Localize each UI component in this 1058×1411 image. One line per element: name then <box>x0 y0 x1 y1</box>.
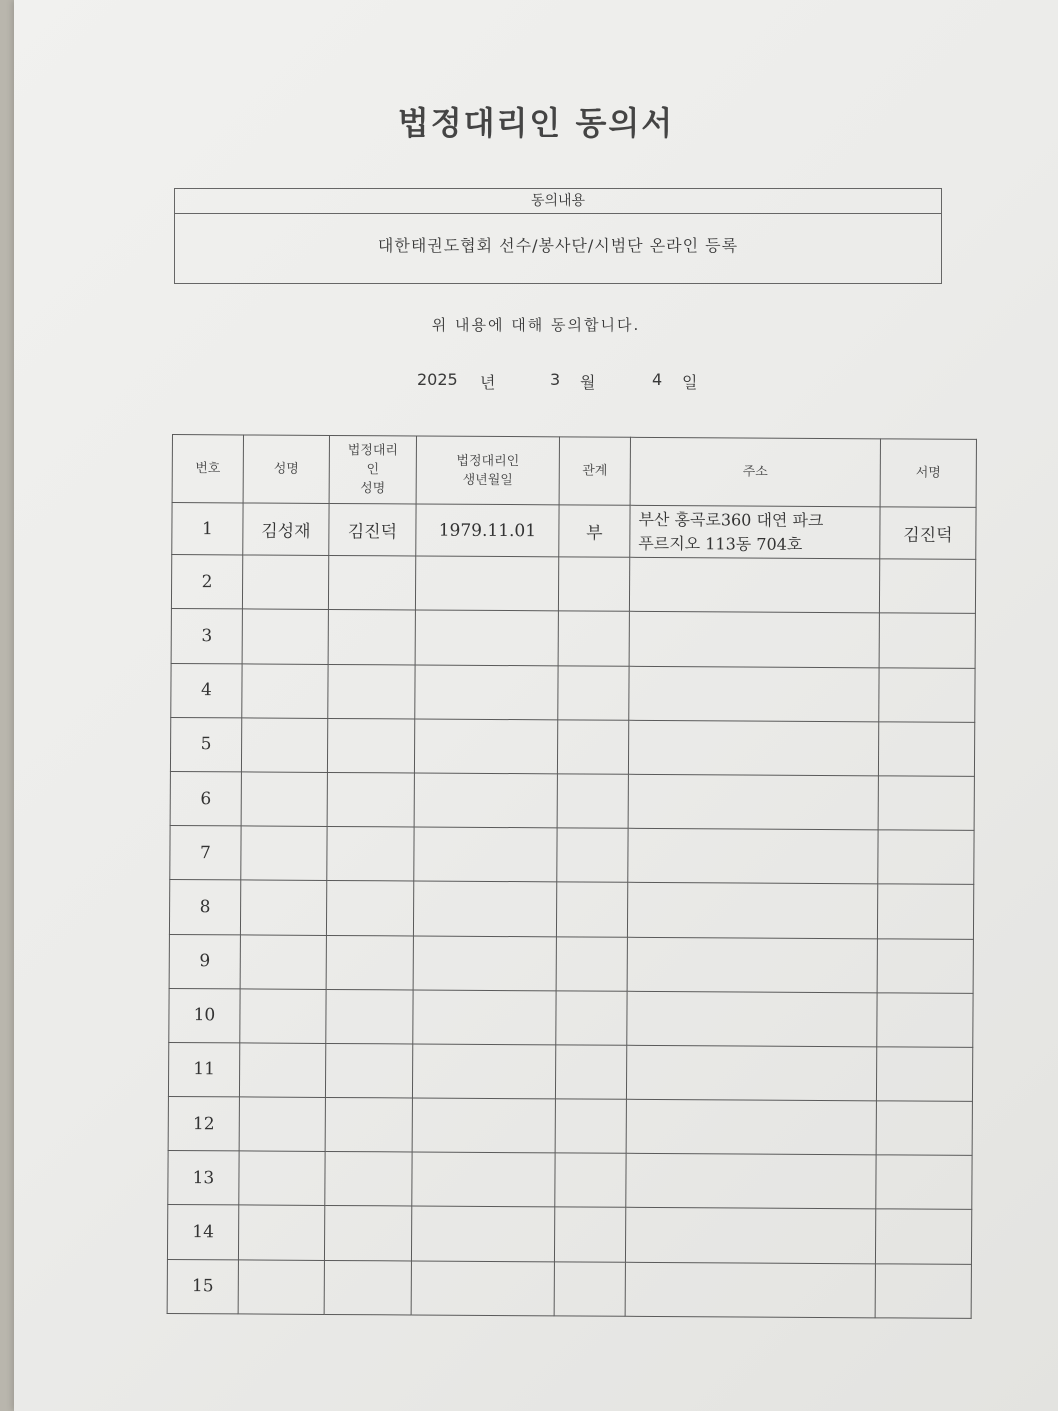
relation-cell <box>555 1153 626 1208</box>
address-cell <box>628 720 878 776</box>
guardian-name-cell <box>325 1098 412 1153</box>
member-name-cell <box>242 555 328 610</box>
document-page <box>14 0 1058 1411</box>
row-number-cell: 2 <box>171 555 242 610</box>
signature-cell <box>875 1209 971 1264</box>
address-line: 부산 홍곡로360 대연 파크 <box>638 509 824 530</box>
member-name-cell <box>239 1151 325 1206</box>
table-row <box>169 934 973 993</box>
address-line <box>635 1072 876 1073</box>
address-line <box>634 1181 875 1182</box>
address-cell <box>628 774 878 830</box>
address-line <box>638 585 879 586</box>
address-line <box>638 585 879 586</box>
member-name-cell <box>241 772 327 827</box>
row-number-cell: 15 <box>167 1259 238 1314</box>
member-name-cell <box>240 989 326 1044</box>
consent-content: 대한태권도협회 선수/봉사단/시범단 온라인 등록 <box>377 236 739 255</box>
guardian-birthdate-cell <box>415 665 558 720</box>
address-line <box>636 910 877 911</box>
guardian-name-cell <box>328 556 415 611</box>
row-number-cell: 13 <box>168 1151 239 1206</box>
address-cell <box>627 991 877 1047</box>
row-number-cell: 6 <box>170 771 241 826</box>
header-address: 주소 <box>630 437 880 507</box>
address-line <box>635 1018 876 1019</box>
address-line <box>637 693 878 694</box>
guardian-name-cell <box>326 881 413 936</box>
table-row <box>170 771 974 830</box>
guardian-name-cell <box>328 664 415 719</box>
row-number-cell: 11 <box>168 1042 239 1097</box>
address-line <box>636 856 877 857</box>
address-cell <box>625 1262 875 1318</box>
header-number: 번호 <box>172 435 243 503</box>
table-row <box>172 503 976 560</box>
guardian-name-cell <box>325 1043 412 1098</box>
guardian-birthdate-cell <box>412 1152 555 1207</box>
signature-cell <box>877 884 973 939</box>
row-number-cell: 3 <box>171 609 242 664</box>
guardian-birthdate-cell <box>411 1261 554 1316</box>
member-name-cell <box>241 718 327 773</box>
table-row <box>168 1097 972 1156</box>
signature-cell <box>875 1263 971 1318</box>
signature-cell <box>876 1155 972 1210</box>
relation-cell <box>558 557 629 612</box>
relation-cell <box>556 882 627 937</box>
guardian-name-cell <box>327 827 414 882</box>
address-line: 푸르지오 113동 704호 <box>638 533 803 554</box>
guardian-name-cell <box>327 772 414 827</box>
table-row <box>171 663 975 722</box>
address-line <box>637 747 878 748</box>
table-row <box>169 988 973 1047</box>
address-line <box>634 1289 875 1290</box>
guardian-birthdate-cell <box>414 773 557 828</box>
relation-cell <box>555 1045 626 1100</box>
address-line <box>635 1126 876 1127</box>
address-line <box>636 964 877 965</box>
address-line <box>636 856 877 857</box>
address-line <box>636 964 877 965</box>
table-row <box>168 1042 972 1101</box>
row-number-cell: 12 <box>168 1097 239 1152</box>
member-name-cell <box>238 1205 324 1260</box>
guardian-birthdate-cell <box>411 1206 554 1261</box>
row-number-cell: 8 <box>169 880 240 935</box>
address-cell <box>627 937 877 993</box>
row-number-cell: 14 <box>167 1205 238 1260</box>
address-line <box>637 747 878 748</box>
member-name-cell <box>238 1260 324 1315</box>
date-day-unit: 일 <box>682 373 698 392</box>
signature-cell <box>876 1101 972 1156</box>
table-row <box>167 1259 971 1318</box>
row-number-cell: 1 <box>172 503 243 556</box>
header-guardian-name: 법정대리 인 성명 <box>329 435 416 504</box>
address-line <box>638 639 879 640</box>
relation-cell <box>557 720 628 775</box>
member-name-cell <box>242 609 328 664</box>
signature-cell <box>878 830 974 885</box>
address-line <box>637 801 878 802</box>
signature-cell: 김진덕 <box>880 507 976 560</box>
guardian-name-cell <box>324 1206 411 1261</box>
header-relation: 관계 <box>559 437 630 505</box>
guardian-table <box>167 434 977 1319</box>
member-name-cell <box>239 1043 325 1098</box>
guardian-name-cell <box>326 989 413 1044</box>
row-number-cell: 5 <box>170 717 241 772</box>
date-day: 4 <box>652 370 663 389</box>
guardian-birthdate-cell <box>415 610 558 665</box>
header-signature: 서명 <box>880 439 976 508</box>
relation-cell <box>555 1099 626 1154</box>
date-year: 2025 <box>417 370 458 389</box>
member-name-cell <box>242 663 328 718</box>
guardian-birthdate-cell: 1979.11.01 <box>416 504 559 557</box>
signature-cell <box>878 722 974 777</box>
table-row <box>168 1151 972 1210</box>
address-cell <box>625 1208 875 1264</box>
row-number-cell: 4 <box>171 663 242 718</box>
member-name-cell: 김성재 <box>243 503 329 556</box>
guardian-birthdate-cell <box>413 881 556 936</box>
guardian-name-cell <box>324 1260 411 1315</box>
relation-cell <box>556 991 627 1046</box>
signature-cell <box>876 1047 972 1102</box>
table-row <box>171 555 975 614</box>
relation-cell <box>557 828 628 883</box>
member-name-cell <box>240 934 326 989</box>
relation-cell <box>556 936 627 991</box>
address-cell <box>626 1099 876 1155</box>
relation-cell <box>558 611 629 666</box>
guardian-birthdate-cell <box>414 719 557 774</box>
address-cell <box>628 828 878 884</box>
relation-cell <box>557 774 628 829</box>
table-row <box>169 880 973 939</box>
guardian-birthdate-cell <box>412 1044 555 1099</box>
address-line <box>635 1126 876 1127</box>
guardian-birthdate-cell <box>413 935 556 990</box>
guardian-name-cell <box>327 718 414 773</box>
address-cell <box>627 883 877 939</box>
signature-cell <box>879 667 975 722</box>
member-name-cell <box>241 826 327 881</box>
date-month: 3 <box>550 370 561 389</box>
signature-cell <box>877 938 973 993</box>
address-line <box>634 1235 875 1236</box>
header-guardian-birth: 법정대리인 생년월일 <box>416 436 559 505</box>
row-number-cell: 7 <box>170 826 241 881</box>
date-month-unit: 월 <box>580 373 596 392</box>
member-name-cell <box>239 1097 325 1152</box>
guardian-birthdate-cell <box>413 990 556 1045</box>
guardian-birthdate-cell <box>412 1098 555 1153</box>
table-header-row <box>172 435 976 508</box>
table-row <box>171 609 975 668</box>
agreement-statement: 위 내용에 대해 동의합니다. <box>431 316 641 334</box>
signature-cell <box>879 559 975 614</box>
member-name-cell <box>240 880 326 935</box>
guardian-name-cell: 김진덕 <box>329 503 416 556</box>
relation-cell <box>558 665 629 720</box>
address-line <box>634 1235 875 1236</box>
address-line <box>634 1181 875 1182</box>
consent-box <box>174 188 942 284</box>
address-cell <box>629 612 879 668</box>
relation-cell <box>554 1207 625 1262</box>
address-line <box>635 1018 876 1019</box>
relation-cell <box>554 1261 625 1316</box>
guardian-name-cell <box>325 1152 412 1207</box>
table-row <box>170 826 974 885</box>
address-cell <box>626 1045 876 1101</box>
signature-cell <box>878 776 974 831</box>
document-title: 법정대리인 동의서 <box>397 104 675 142</box>
address-line <box>636 910 877 911</box>
address-line <box>635 1072 876 1073</box>
address-cell <box>630 505 880 559</box>
row-number-cell: 9 <box>169 934 240 989</box>
table-row <box>167 1205 971 1264</box>
address-cell <box>626 1154 876 1210</box>
header-name: 성명 <box>243 435 329 504</box>
signature-cell <box>879 613 975 668</box>
address-cell <box>629 557 879 613</box>
address-line <box>638 639 879 640</box>
table-row <box>170 717 974 776</box>
relation-cell: 부 <box>559 505 630 558</box>
guardian-birthdate-cell <box>415 556 558 611</box>
consent-header: 동의내용 <box>175 189 941 214</box>
guardian-name-cell <box>326 935 413 990</box>
address-line <box>637 693 878 694</box>
guardian-birthdate-cell <box>414 827 557 882</box>
address-cell <box>629 666 879 722</box>
guardian-name-cell <box>328 610 415 665</box>
row-number-cell: 10 <box>169 988 240 1043</box>
address-line <box>634 1289 875 1290</box>
signature-cell <box>877 993 973 1048</box>
address-line <box>637 801 878 802</box>
date-year-unit: 년 <box>480 373 496 392</box>
